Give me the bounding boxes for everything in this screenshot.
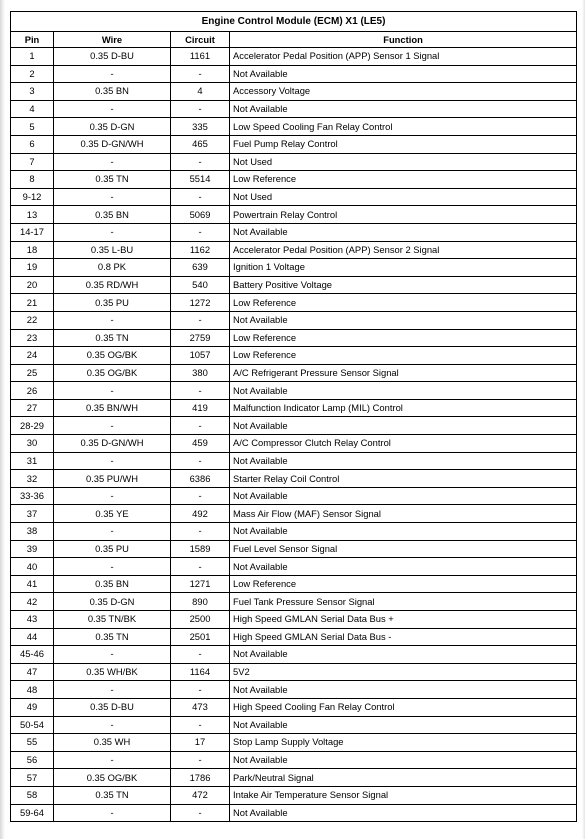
wire-cell: 0.35 TN: [54, 329, 171, 347]
circuit-cell: 1057: [171, 347, 230, 365]
function-cell: Not Available: [230, 487, 577, 505]
function-cell: Not Available: [230, 452, 577, 470]
circuit-cell: -: [171, 153, 230, 171]
circuit-cell: -: [171, 188, 230, 206]
pin-cell: 22: [11, 311, 54, 329]
pin-cell: 59-64: [11, 804, 54, 822]
wire-cell: -: [54, 223, 171, 241]
pin-cell: 7: [11, 153, 54, 171]
pin-cell: 20: [11, 276, 54, 294]
circuit-cell: 2501: [171, 628, 230, 646]
pin-cell: 25: [11, 364, 54, 382]
wire-cell: -: [54, 100, 171, 118]
pin-cell: 18: [11, 241, 54, 259]
table-row: [11, 347, 577, 365]
table-row: [11, 364, 577, 382]
function-cell: High Speed GMLAN Serial Data Bus +: [230, 611, 577, 629]
function-cell: Intake Air Temperature Sensor Signal: [230, 786, 577, 804]
function-cell: Starter Relay Coil Control: [230, 470, 577, 488]
wire-cell: 0.35 BN: [54, 83, 171, 101]
table-row: [11, 663, 577, 681]
column-header-wire: Wire: [54, 32, 171, 48]
table-row: [11, 540, 577, 558]
column-header-pin: Pin: [11, 32, 54, 48]
pin-cell: 28-29: [11, 417, 54, 435]
pin-cell: 42: [11, 593, 54, 611]
table-row: [11, 259, 577, 277]
function-cell: Not Available: [230, 65, 577, 83]
pin-cell: 33-36: [11, 487, 54, 505]
function-cell: Not Available: [230, 558, 577, 576]
pin-cell: 6: [11, 135, 54, 153]
table-row: [11, 135, 577, 153]
function-cell: 5V2: [230, 663, 577, 681]
function-cell: Mass Air Flow (MAF) Sensor Signal: [230, 505, 577, 523]
wire-cell: -: [54, 558, 171, 576]
wire-cell: 0.8 PK: [54, 259, 171, 277]
pin-cell: 57: [11, 769, 54, 787]
column-header-function: Function: [230, 32, 577, 48]
function-cell: Low Reference: [230, 329, 577, 347]
circuit-cell: -: [171, 311, 230, 329]
circuit-cell: -: [171, 646, 230, 664]
wire-cell: -: [54, 417, 171, 435]
connector-pinout-table: [10, 11, 577, 822]
function-cell: Not Available: [230, 523, 577, 541]
table-row: [11, 593, 577, 611]
table-title-row: [11, 12, 577, 32]
wire-cell: 0.35 OG/BK: [54, 364, 171, 382]
pin-cell: 49: [11, 698, 54, 716]
table-row: [11, 487, 577, 505]
table-row: [11, 223, 577, 241]
function-cell: Not Available: [230, 804, 577, 822]
wire-cell: -: [54, 646, 171, 664]
wire-cell: -: [54, 487, 171, 505]
wire-cell: 0.35 TN: [54, 171, 171, 189]
table-row: [11, 83, 577, 101]
pin-cell: 19: [11, 259, 54, 277]
circuit-cell: 492: [171, 505, 230, 523]
circuit-cell: -: [171, 417, 230, 435]
pin-cell: 32: [11, 470, 54, 488]
pin-cell: 2: [11, 65, 54, 83]
function-cell: High Speed GMLAN Serial Data Bus -: [230, 628, 577, 646]
function-cell: Not Available: [230, 311, 577, 329]
table-row: [11, 65, 577, 83]
pin-cell: 1: [11, 48, 54, 66]
wire-cell: -: [54, 65, 171, 83]
function-cell: Accelerator Pedal Position (APP) Sensor 2 Signal: [230, 241, 577, 259]
wire-cell: 0.35 BN/WH: [54, 399, 171, 417]
wire-cell: 0.35 PU: [54, 294, 171, 312]
circuit-cell: 890: [171, 593, 230, 611]
table-row: [11, 206, 577, 224]
table-row: [11, 558, 577, 576]
circuit-cell: 6386: [171, 470, 230, 488]
function-cell: Low Reference: [230, 171, 577, 189]
wire-cell: 0.35 WH: [54, 734, 171, 752]
pin-cell: 50-54: [11, 716, 54, 734]
function-cell: Park/Neutral Signal: [230, 769, 577, 787]
circuit-cell: -: [171, 681, 230, 699]
circuit-cell: 1162: [171, 241, 230, 259]
circuit-cell: 4: [171, 83, 230, 101]
wire-cell: 0.35 TN: [54, 786, 171, 804]
table-row: [11, 769, 577, 787]
circuit-cell: -: [171, 382, 230, 400]
table-row: [11, 628, 577, 646]
function-cell: Accessory Voltage: [230, 83, 577, 101]
wire-cell: -: [54, 751, 171, 769]
table-row: [11, 698, 577, 716]
wire-cell: 0.35 OG/BK: [54, 347, 171, 365]
pin-cell: 31: [11, 452, 54, 470]
pin-cell: 3: [11, 83, 54, 101]
circuit-cell: 1164: [171, 663, 230, 681]
table-row: [11, 716, 577, 734]
pin-cell: 5: [11, 118, 54, 136]
wire-cell: 0.35 TN: [54, 628, 171, 646]
function-cell: Not Available: [230, 681, 577, 699]
pin-cell: 41: [11, 575, 54, 593]
pin-cell: 48: [11, 681, 54, 699]
wire-cell: 0.35 D-BU: [54, 698, 171, 716]
function-cell: Ignition 1 Voltage: [230, 259, 577, 277]
pin-cell: 55: [11, 734, 54, 752]
function-cell: Not Available: [230, 646, 577, 664]
table-row: [11, 804, 577, 822]
wire-cell: 0.35 OG/BK: [54, 769, 171, 787]
circuit-cell: 1271: [171, 575, 230, 593]
function-cell: Low Speed Cooling Fan Relay Control: [230, 118, 577, 136]
function-cell: Powertrain Relay Control: [230, 206, 577, 224]
wire-cell: 0.35 D-GN/WH: [54, 135, 171, 153]
table-row: [11, 751, 577, 769]
pin-cell: 4: [11, 100, 54, 118]
pin-cell: 23: [11, 329, 54, 347]
circuit-cell: 1161: [171, 48, 230, 66]
pin-cell: 24: [11, 347, 54, 365]
table-row: [11, 681, 577, 699]
pin-cell: 27: [11, 399, 54, 417]
function-cell: Not Used: [230, 153, 577, 171]
circuit-cell: 5514: [171, 171, 230, 189]
circuit-cell: -: [171, 716, 230, 734]
wire-cell: 0.35 D-GN: [54, 118, 171, 136]
circuit-cell: -: [171, 452, 230, 470]
pin-cell: 30: [11, 435, 54, 453]
table-row: [11, 311, 577, 329]
circuit-cell: 419: [171, 399, 230, 417]
circuit-cell: -: [171, 487, 230, 505]
circuit-cell: -: [171, 65, 230, 83]
wire-cell: 0.35 YE: [54, 505, 171, 523]
circuit-cell: -: [171, 751, 230, 769]
table-row: [11, 452, 577, 470]
function-cell: Not Available: [230, 417, 577, 435]
wire-cell: 0.35 BN: [54, 575, 171, 593]
table-row: [11, 786, 577, 804]
pin-cell: 13: [11, 206, 54, 224]
pin-cell: 39: [11, 540, 54, 558]
circuit-cell: 459: [171, 435, 230, 453]
wire-cell: -: [54, 452, 171, 470]
table-row: [11, 470, 577, 488]
circuit-cell: 380: [171, 364, 230, 382]
table-row: [11, 48, 577, 66]
table-row: [11, 523, 577, 541]
pin-cell: 38: [11, 523, 54, 541]
wire-cell: -: [54, 523, 171, 541]
circuit-cell: 335: [171, 118, 230, 136]
function-cell: Battery Positive Voltage: [230, 276, 577, 294]
wire-cell: -: [54, 311, 171, 329]
wire-cell: -: [54, 804, 171, 822]
table-row: [11, 276, 577, 294]
pin-cell: 43: [11, 611, 54, 629]
pin-cell: 40: [11, 558, 54, 576]
wire-cell: 0.35 PU: [54, 540, 171, 558]
wire-cell: 0.35 TN/BK: [54, 611, 171, 629]
table-row: [11, 575, 577, 593]
function-cell: High Speed Cooling Fan Relay Control: [230, 698, 577, 716]
circuit-cell: 639: [171, 259, 230, 277]
pin-cell: 56: [11, 751, 54, 769]
circuit-cell: 465: [171, 135, 230, 153]
table-row: [11, 505, 577, 523]
table-row: [11, 294, 577, 312]
pin-cell: 9-12: [11, 188, 54, 206]
circuit-cell: -: [171, 804, 230, 822]
table-row: [11, 171, 577, 189]
table-row: [11, 417, 577, 435]
table-row: [11, 153, 577, 171]
page-shadow-left: [0, 0, 5, 839]
circuit-cell: -: [171, 558, 230, 576]
function-cell: Malfunction Indicator Lamp (MIL) Control: [230, 399, 577, 417]
function-cell: Not Available: [230, 751, 577, 769]
table-row: [11, 241, 577, 259]
wire-cell: 0.35 WH/BK: [54, 663, 171, 681]
circuit-cell: 17: [171, 734, 230, 752]
function-cell: Not Available: [230, 382, 577, 400]
circuit-cell: 2759: [171, 329, 230, 347]
pin-cell: 14-17: [11, 223, 54, 241]
function-cell: Stop Lamp Supply Voltage: [230, 734, 577, 752]
function-cell: Not Used: [230, 188, 577, 206]
wire-cell: 0.35 L-BU: [54, 241, 171, 259]
circuit-cell: 472: [171, 786, 230, 804]
wire-cell: 0.35 RD/WH: [54, 276, 171, 294]
function-cell: Fuel Level Sensor Signal: [230, 540, 577, 558]
function-cell: Not Available: [230, 716, 577, 734]
function-cell: Not Available: [230, 100, 577, 118]
table-title: Engine Control Module (ECM) X1 (LE5): [11, 12, 577, 32]
table-row: [11, 118, 577, 136]
table-row: [11, 329, 577, 347]
wire-cell: -: [54, 382, 171, 400]
table-row: [11, 188, 577, 206]
circuit-cell: 540: [171, 276, 230, 294]
circuit-cell: -: [171, 523, 230, 541]
pin-cell: 58: [11, 786, 54, 804]
function-cell: A/C Compressor Clutch Relay Control: [230, 435, 577, 453]
table-row: [11, 646, 577, 664]
circuit-cell: -: [171, 100, 230, 118]
wire-cell: -: [54, 716, 171, 734]
wire-cell: 0.35 PU/WH: [54, 470, 171, 488]
wire-cell: -: [54, 153, 171, 171]
pin-cell: 47: [11, 663, 54, 681]
function-cell: Not Available: [230, 223, 577, 241]
pin-cell: 45-46: [11, 646, 54, 664]
wire-cell: 0.35 D-BU: [54, 48, 171, 66]
table-row: [11, 435, 577, 453]
function-cell: Fuel Tank Pressure Sensor Signal: [230, 593, 577, 611]
circuit-cell: 1786: [171, 769, 230, 787]
pin-cell: 37: [11, 505, 54, 523]
function-cell: Fuel Pump Relay Control: [230, 135, 577, 153]
wire-cell: -: [54, 681, 171, 699]
table-body: [11, 48, 577, 822]
table-row: [11, 382, 577, 400]
table-row: [11, 734, 577, 752]
circuit-cell: 1272: [171, 294, 230, 312]
table-row: [11, 100, 577, 118]
pin-cell: 21: [11, 294, 54, 312]
circuit-cell: 1589: [171, 540, 230, 558]
wire-cell: -: [54, 188, 171, 206]
function-cell: A/C Refrigerant Pressure Sensor Signal: [230, 364, 577, 382]
table-row: [11, 399, 577, 417]
circuit-cell: 473: [171, 698, 230, 716]
table-row: [11, 611, 577, 629]
circuit-cell: 5069: [171, 206, 230, 224]
function-cell: Low Reference: [230, 294, 577, 312]
column-header-circuit: Circuit: [171, 32, 230, 48]
function-cell: Accelerator Pedal Position (APP) Sensor 1 Signal: [230, 48, 577, 66]
pin-cell: 8: [11, 171, 54, 189]
function-cell: Low Reference: [230, 347, 577, 365]
circuit-cell: -: [171, 223, 230, 241]
circuit-cell: 2500: [171, 611, 230, 629]
function-cell: Low Reference: [230, 575, 577, 593]
pin-cell: 44: [11, 628, 54, 646]
wire-cell: 0.35 D-GN/WH: [54, 435, 171, 453]
wire-cell: 0.35 BN: [54, 206, 171, 224]
pin-cell: 26: [11, 382, 54, 400]
wire-cell: 0.35 D-GN: [54, 593, 171, 611]
table-header-row: [11, 32, 577, 48]
